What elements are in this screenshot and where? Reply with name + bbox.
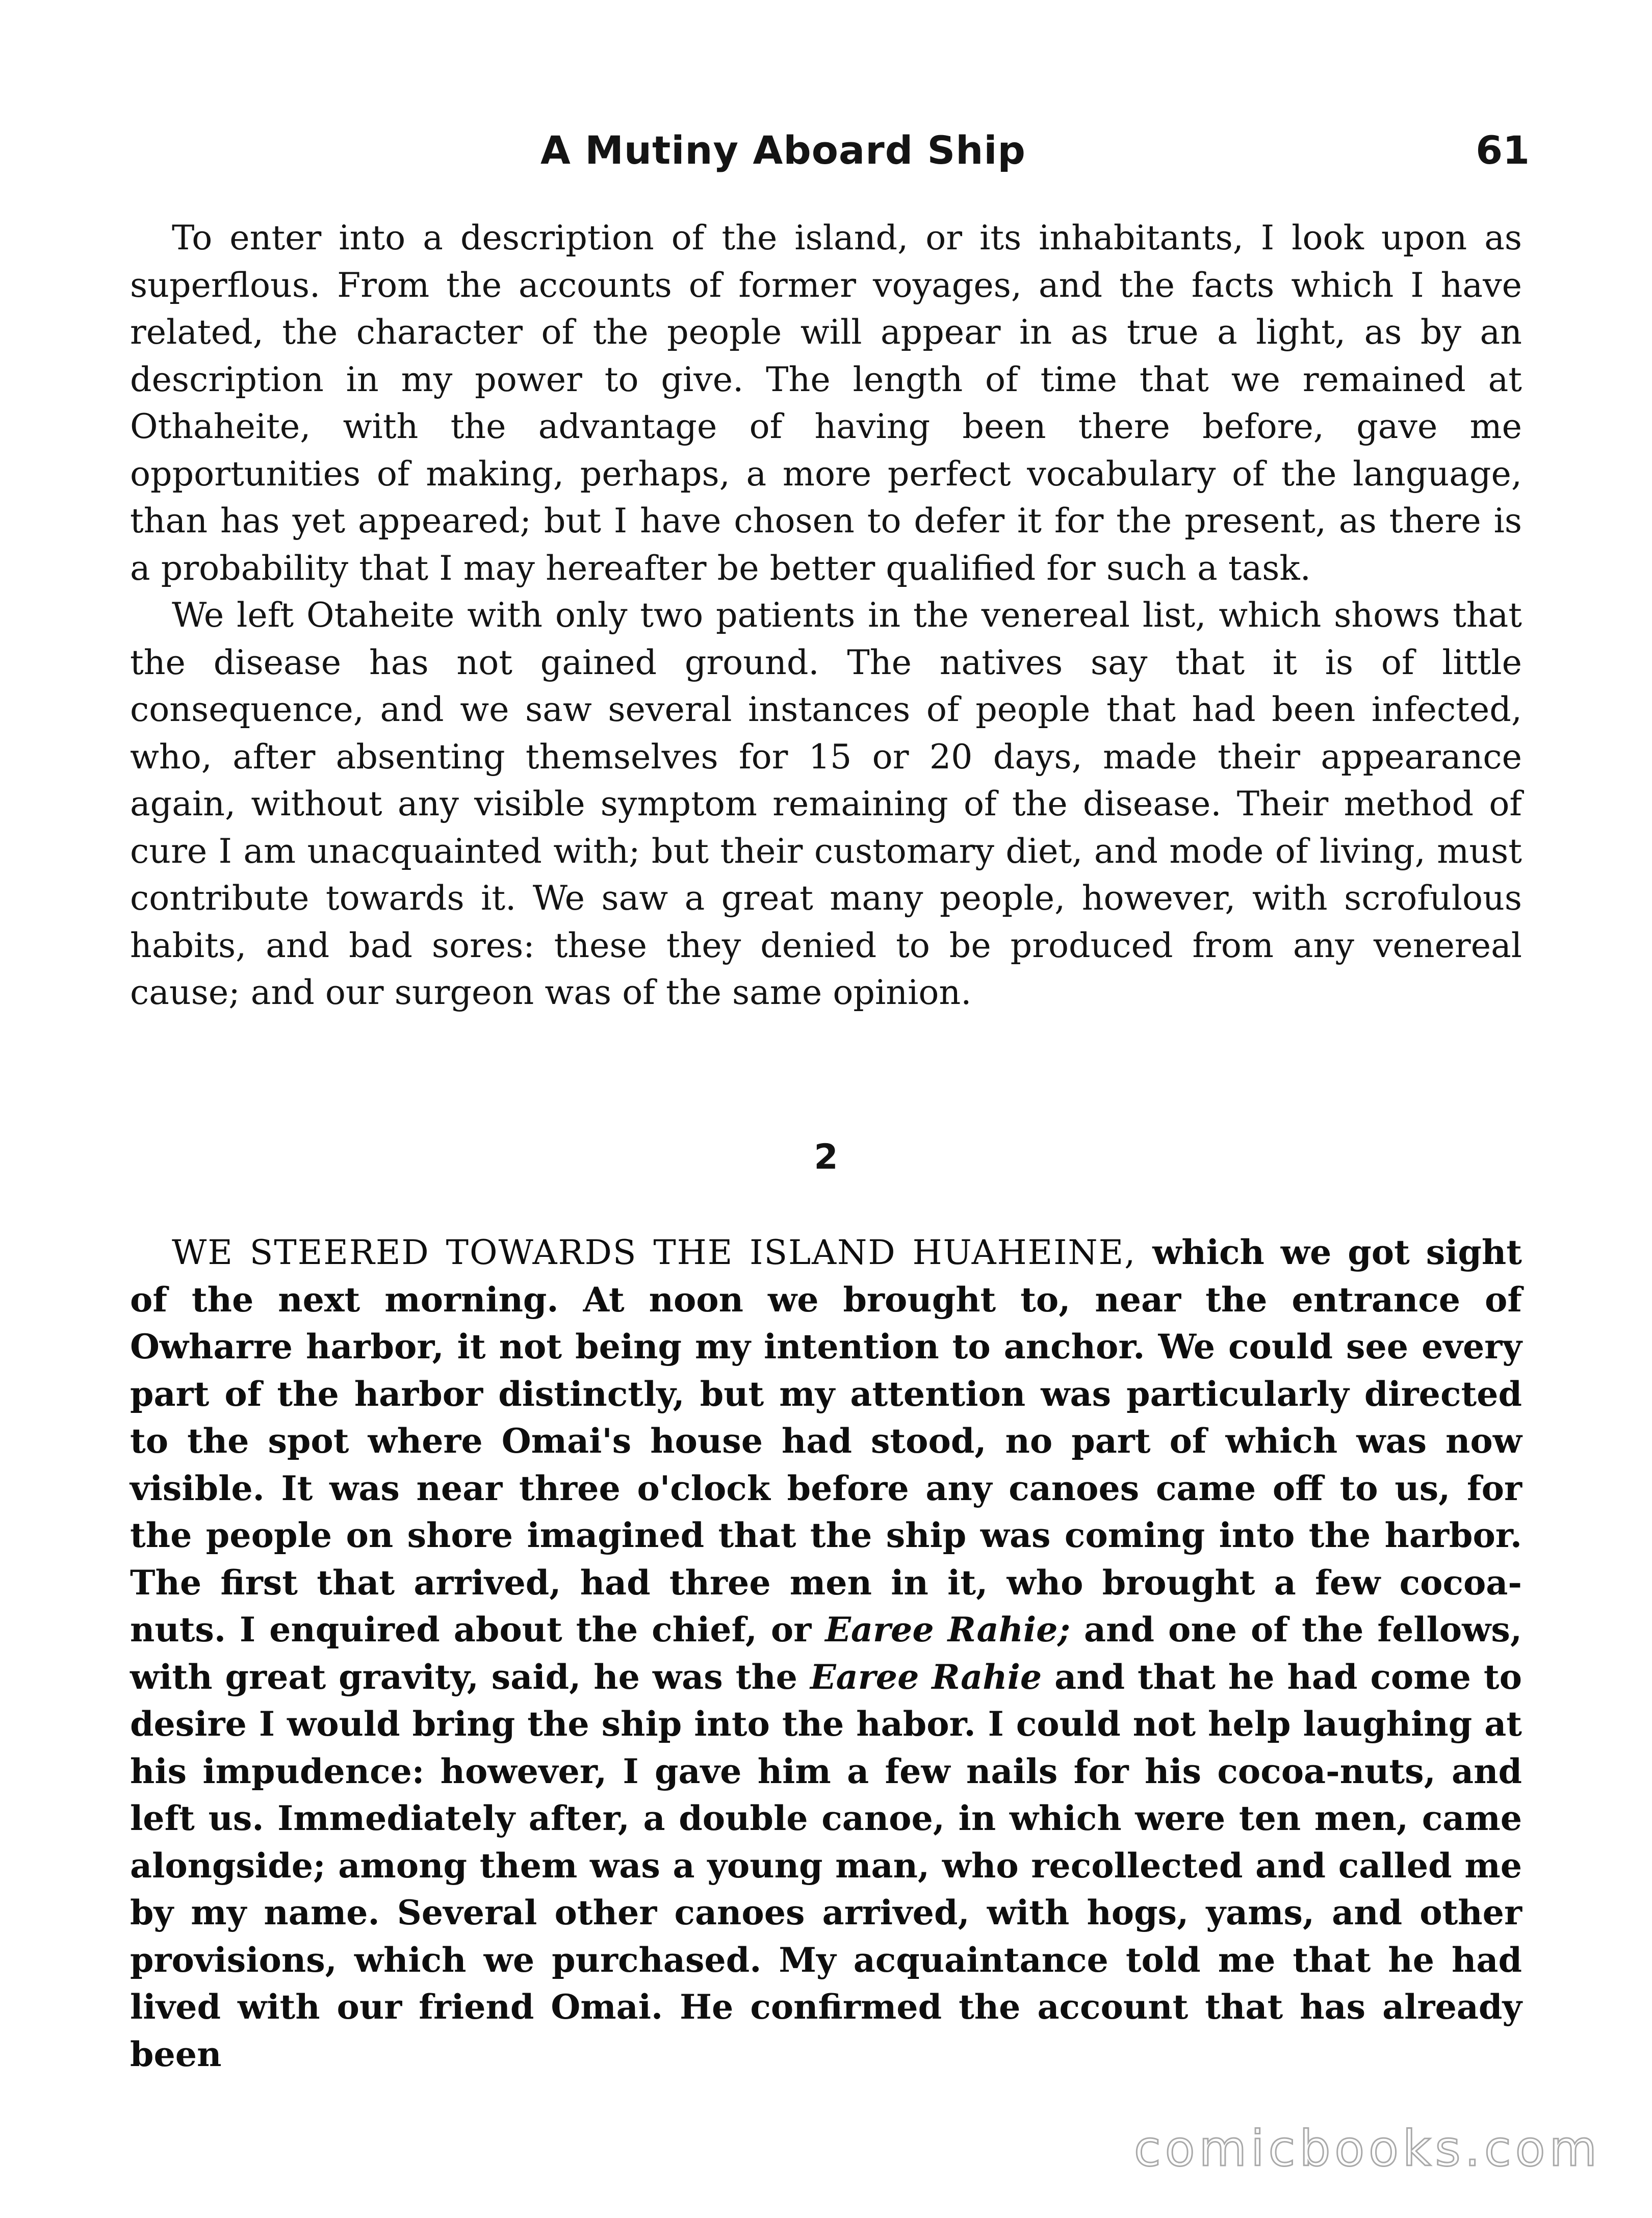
text-segment: and one of the fellows, with great gravity, said, he was the — [130, 1610, 1522, 1697]
section-number: 2 — [814, 1137, 838, 1177]
italic-term: Earee Rahie — [810, 1657, 1042, 1697]
text-segment: and that he had come to desire I would bring the ship into the habor. I could not help laughing at his impudence: however, I gave him a few nails for his cocoa-nuts, and left us. Immediately after, a double canoe, in which were ten men, came alongside; among them was a young man, who recollected and called me by my name. Several other canoes arrived, with hogs, yams, and other provisions, which we purchased. My acquaintance told me that he had lived with our friend Omai. He confirmed the account that has already been — [130, 1657, 1522, 2074]
section-one-text — [130, 214, 1522, 1016]
page-number: 61 — [1476, 127, 1530, 173]
paragraph-description: To enter into a description of the island, or its inhabitants, I look upon as superflous. From the accounts of former voyages, and the facts which I have related, the character of the people will appear in as true a light, as by an description in my power to give. The length of time that we remained at Othaheite, with the advantage of having been there before, gave me opportunities of making, perhaps, a more perfect vocabulary of the language, than has yet appeared; but I have chosen to defer it for the present, as there is a probability that I may hereafter be better qualified for such a task. — [130, 218, 1522, 588]
opening-small-caps: WE STEERED TOWARDS THE ISLAND HUAHEINE, — [172, 1232, 1137, 1272]
section-two-text — [130, 1229, 1522, 2078]
paragraph-venereal-list: We left Otaheite with only two patients in the venereal list, which shows that the disease has not gained ground. The natives say that it is of little consequence, and we saw several instances of people that had been infected, who, after absenting themselves for 15 or 20 days, made their appearance again, without any visible symptom remaining of the disease. Their method of cure I am unacquainted with; but their customary diet, and mode of living, must contribute towards it. We saw a great many people, however, with scrofulous habits, and bad sores: these they denied to be produced from any venereal cause; and our surgeon was of the same opinion. — [130, 595, 1522, 1012]
italic-term: Earee Rahie; — [825, 1610, 1071, 1649]
running-head — [0, 127, 1652, 184]
text-segment: which we got sight of the next morning. At noon we brought to, near the entrance of Owharre harbor, it not being my intention to anchor. We could see every part of the harbor distinctly, but my attention was particularly directed to the spot where Omai's house had stood, no part of which was now visible. It was near three o'clock before any canoes came off to us, for the people on shore imagined that the ship was coming into the harbor. The first that arrived, had three men in it, who brought a few cocoa-nuts. I enquired about the chief, or — [130, 1232, 1522, 1649]
running-title: A Mutiny Aboard Ship — [540, 127, 1026, 173]
paragraph-huaheine — [130, 1229, 1522, 2078]
watermark-logo: comicbooks.com — [1133, 2120, 1601, 2177]
